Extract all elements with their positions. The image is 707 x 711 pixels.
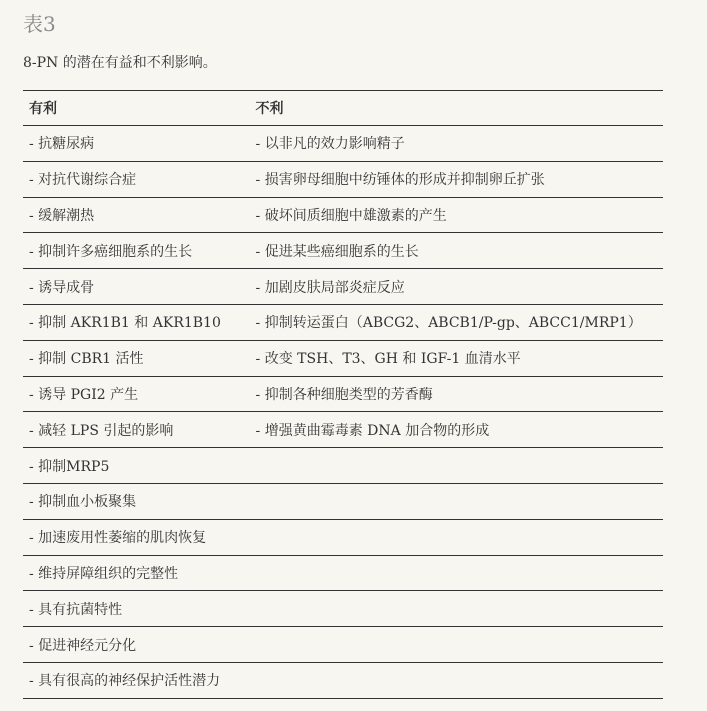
header-beneficial: 有利 — [23, 91, 250, 126]
beneficial-cell: - 抑制 CBR1 活性 — [23, 340, 250, 376]
table-row — [23, 340, 663, 376]
beneficial-cell: - 减轻 LPS 引起的影响 — [23, 412, 250, 448]
adverse-cell: - 促进某些癌细胞系的生长 — [250, 233, 663, 269]
adverse-cell — [250, 519, 663, 555]
table-row — [23, 591, 663, 627]
adverse-cell — [250, 662, 663, 698]
adverse-cell — [250, 483, 663, 519]
beneficial-cell: - 抑制血小板聚集 — [23, 483, 250, 519]
adverse-cell — [250, 627, 663, 663]
adverse-cell: - 破坏间质细胞中雄激素的产生 — [250, 197, 663, 233]
table-row — [23, 412, 663, 448]
adverse-cell: - 抑制转运蛋白（ABCG2、ABCB1/P-gp、ABCC1/MRP1） — [250, 304, 663, 340]
beneficial-cell: - 诱导成骨 — [23, 269, 250, 305]
adverse-cell: - 改变 TSH、T3、GH 和 IGF-1 血清水平 — [250, 340, 663, 376]
adverse-cell: - 抑制各种细胞类型的芳香酶 — [250, 376, 663, 412]
header-adverse: 不利 — [250, 91, 663, 126]
adverse-cell — [250, 591, 663, 627]
table-title: 表3 — [23, 12, 56, 36]
beneficial-cell: - 促进神经元分化 — [23, 627, 250, 663]
beneficial-cell: - 缓解潮热 — [23, 197, 250, 233]
table-row — [23, 555, 663, 591]
table-row — [23, 662, 663, 698]
beneficial-cell: - 对抗代谢综合症 — [23, 161, 250, 197]
beneficial-cell: - 抑制许多癌细胞系的生长 — [23, 233, 250, 269]
beneficial-cell: - 抑制MRP5 — [23, 448, 250, 484]
table-row — [23, 376, 663, 412]
beneficial-cell: - 诱导 PGI2 产生 — [23, 376, 250, 412]
table-row — [23, 161, 663, 197]
beneficial-cell: - 抗糖尿病 — [23, 126, 250, 162]
table-row — [23, 627, 663, 663]
table-caption: 8-PN 的潜在有益和不利影响。 — [23, 55, 217, 71]
table-row — [23, 197, 663, 233]
adverse-cell: - 增强黄曲霉毒素 DNA 加合物的形成 — [250, 412, 663, 448]
adverse-cell — [250, 555, 663, 591]
beneficial-cell: - 具有抗菌特性 — [23, 591, 250, 627]
table-row — [23, 519, 663, 555]
effects-table — [23, 90, 663, 699]
beneficial-cell: - 具有很高的神经保护活性潜力 — [23, 662, 250, 698]
beneficial-cell: - 抑制 AKR1B1 和 AKR1B10 — [23, 304, 250, 340]
adverse-cell: - 损害卵母细胞中纺锤体的形成并抑制卵丘扩张 — [250, 161, 663, 197]
table-row — [23, 448, 663, 484]
table-row — [23, 126, 663, 162]
table-row — [23, 269, 663, 305]
beneficial-cell: - 维持屏障组织的完整性 — [23, 555, 250, 591]
adverse-cell: - 加剧皮肤局部炎症反应 — [250, 269, 663, 305]
table-row — [23, 483, 663, 519]
table-row — [23, 233, 663, 269]
table-header-row — [23, 91, 663, 126]
table-row — [23, 304, 663, 340]
adverse-cell — [250, 448, 663, 484]
adverse-cell: - 以非凡的效力影响精子 — [250, 126, 663, 162]
beneficial-cell: - 加速废用性萎缩的肌肉恢复 — [23, 519, 250, 555]
